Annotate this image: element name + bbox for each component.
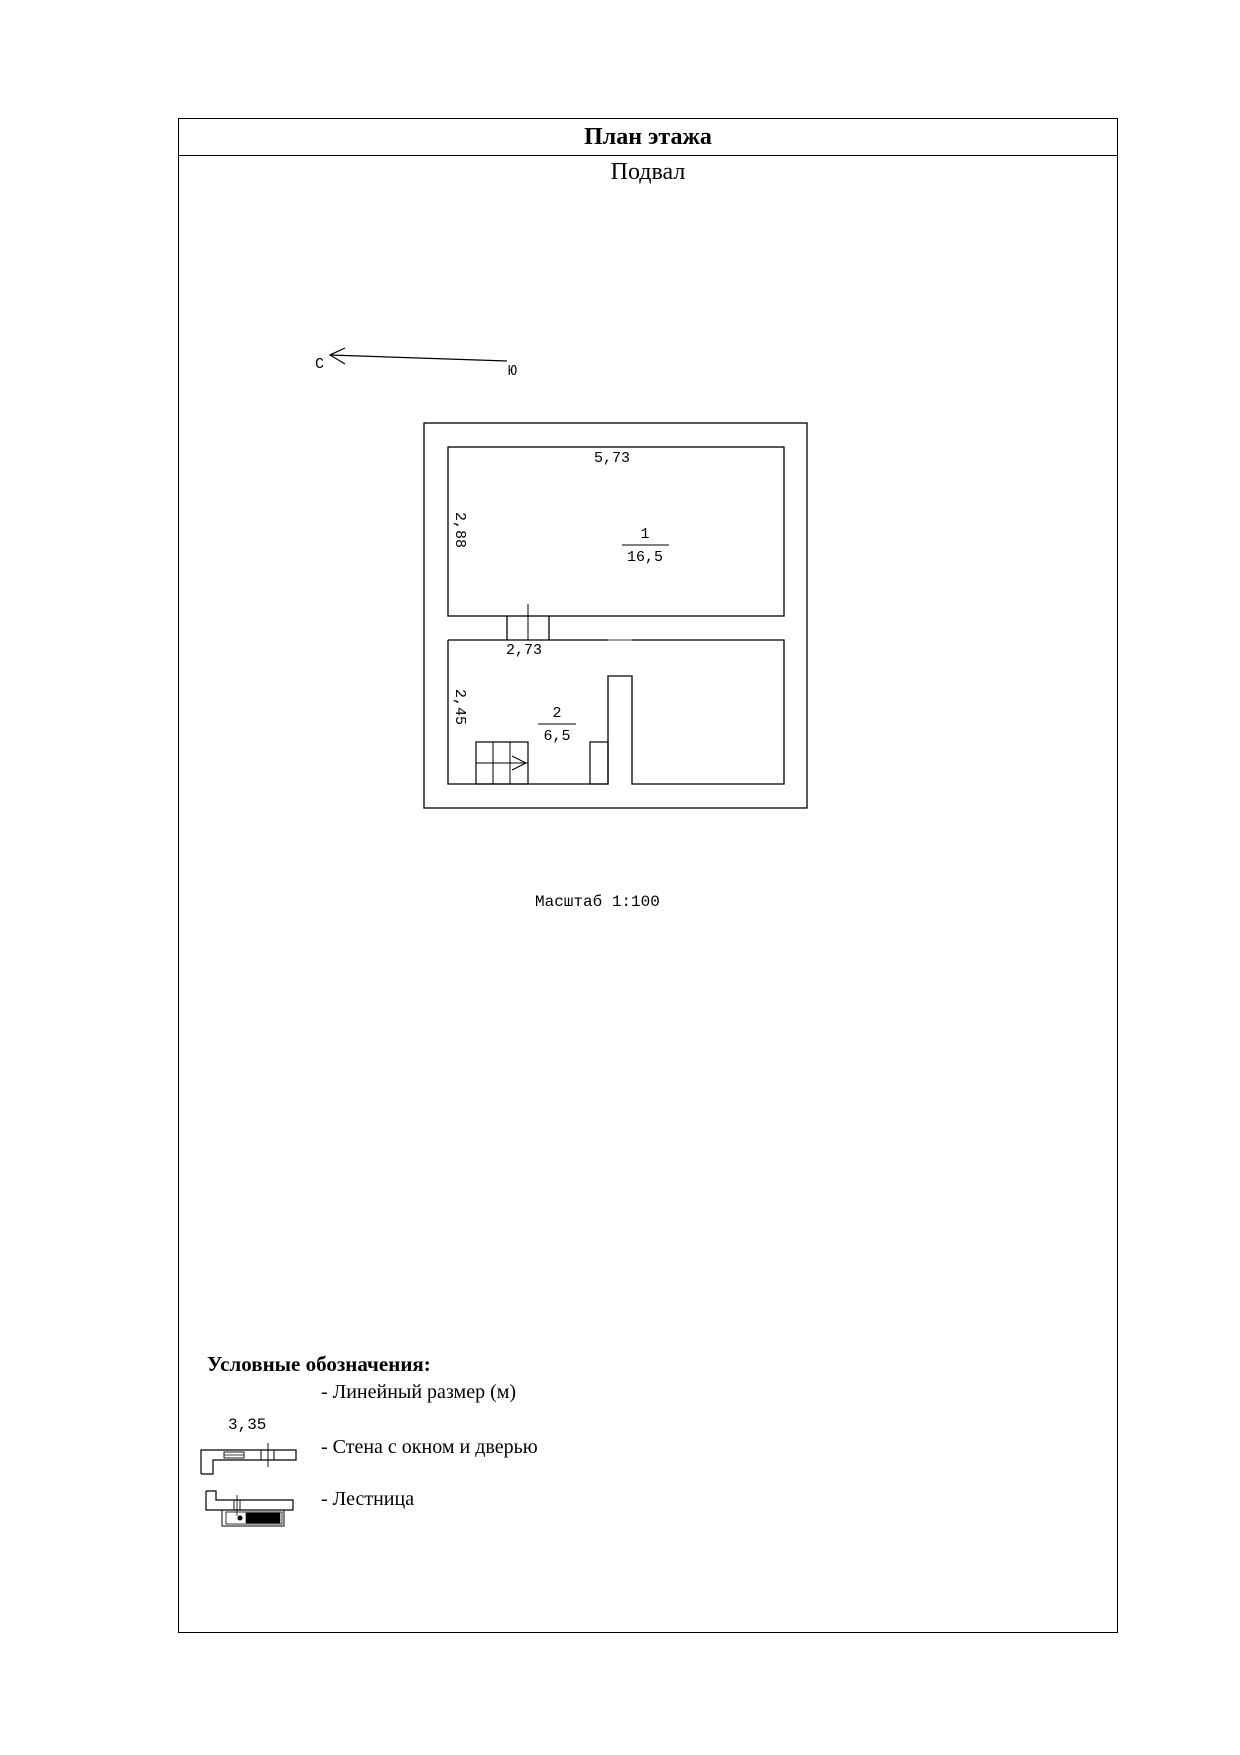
compass-south-label: Ю — [508, 363, 518, 380]
compass-north-label: С — [315, 356, 325, 373]
room-1-width: 5,73 — [594, 450, 631, 467]
legend-item-dimension: - Линейный размер (м) — [321, 1381, 517, 1403]
wall-window-door-icon — [201, 1443, 296, 1474]
room-2-area: 6,5 — [543, 728, 571, 745]
room-1-height: 2,88 — [451, 512, 468, 549]
room-2-outline — [448, 640, 784, 784]
legend-title: Условные обозначения: — [207, 1352, 431, 1376]
room-1-area: 16,5 — [626, 549, 664, 566]
legend-item-stairs: - Лестница — [321, 1488, 415, 1510]
legend-item-wall: - Стена с окном и дверью — [321, 1436, 538, 1458]
floor-name: Подвал — [610, 159, 686, 185]
stairs-legend-icon — [206, 1491, 293, 1526]
room-2-number: 2 — [552, 705, 562, 722]
room-1-outline — [448, 447, 784, 616]
legend-sample-dimension: 3,35 — [228, 1416, 267, 1434]
stairs-icon — [476, 742, 528, 784]
partition — [590, 742, 608, 784]
compass-arrow-icon — [330, 348, 507, 364]
room-2-height: 2,45 — [451, 689, 468, 726]
scale-label: Масштаб 1:100 — [535, 893, 660, 911]
room-1-number: 1 — [640, 526, 650, 543]
page-title: План этажа — [179, 119, 1117, 156]
door-icon — [507, 604, 549, 640]
room-2-width: 2,73 — [506, 642, 543, 659]
